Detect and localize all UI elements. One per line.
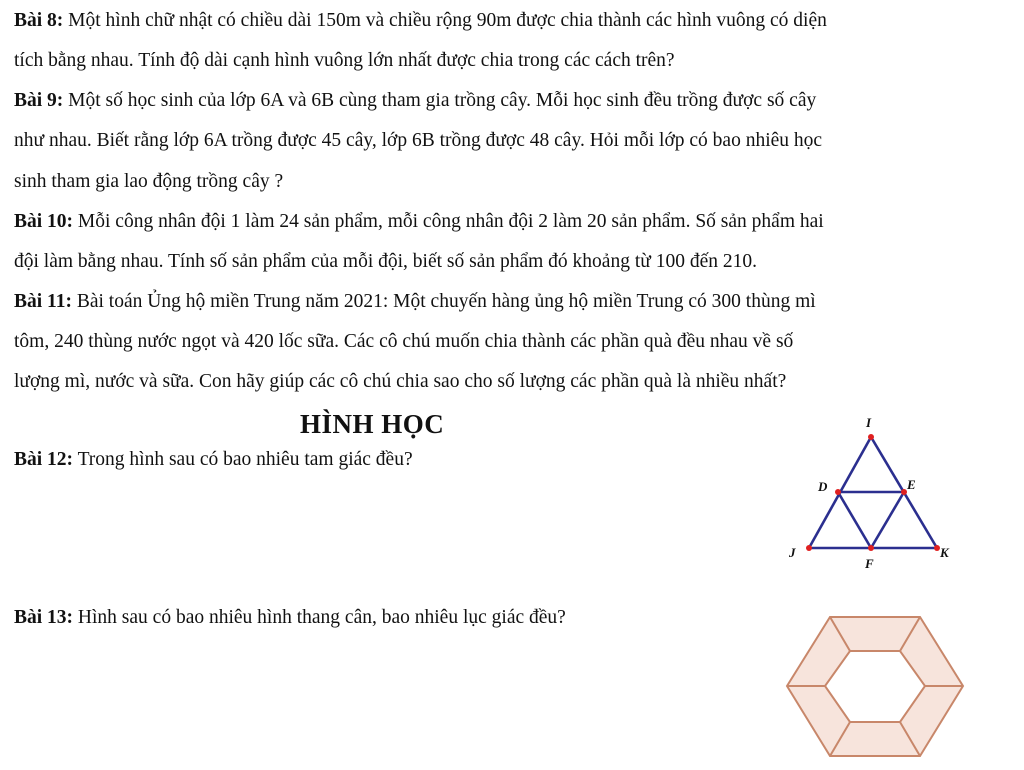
problem-10-line-2 bbox=[14, 250, 757, 274]
problem-11-text-2: tôm, 240 thùng nước ngọt và 420 lốc sữa. Các cô chú muốn chia thành các phần quà đều nhau về số bbox=[14, 331, 794, 352]
problem-8-line-2 bbox=[14, 49, 675, 73]
label-j: J bbox=[789, 545, 796, 560]
problem-9-text-3: sinh tham gia lao động trồng cây ? bbox=[14, 171, 284, 192]
problem-11-text-1: Bài toán Ủng hộ miền Trung năm 2021: Một chuyến hàng ủng hộ miền Trung có 300 thùng mì bbox=[71, 291, 816, 312]
point-d bbox=[835, 489, 841, 495]
point-j bbox=[806, 545, 812, 551]
problem-11-line-1 bbox=[14, 290, 816, 314]
problem-8-text-1: Một hình chữ nhật có chiều dài 150m và chiều rộng 90m được chia thành các hình vuông có diện bbox=[63, 10, 827, 31]
section-heading-geometry: HÌNH HỌC bbox=[300, 409, 445, 439]
problem-8-label: Bài 8: bbox=[14, 10, 64, 31]
point-f bbox=[868, 545, 874, 551]
hexagon-figure bbox=[780, 610, 970, 765]
problem-9-line-1 bbox=[14, 89, 816, 113]
point-i bbox=[868, 434, 874, 440]
problem-9-line-2 bbox=[14, 129, 822, 153]
label-i: I bbox=[866, 415, 872, 430]
label-d: D bbox=[818, 479, 828, 494]
problem-10-text-2: đội làm bằng nhau. Tính số sản phẩm của mỗi đội, biết số sản phẩm đó khoảng từ 100 đến 210. bbox=[14, 251, 757, 272]
problem-9-label: Bài 9: bbox=[14, 90, 64, 111]
triangle-lines bbox=[809, 437, 937, 548]
segment-d-f bbox=[838, 492, 871, 548]
problem-12-line-1 bbox=[14, 448, 413, 472]
problem-11-line-3 bbox=[14, 370, 786, 394]
problem-10-label: Bài 10: bbox=[14, 211, 74, 232]
problem-8-line-1 bbox=[14, 9, 827, 33]
label-k: K bbox=[940, 545, 949, 560]
problem-11-text-3: lượng mì, nước và sữa. Con hãy giúp các cô chú chia sao cho số lượng các phần quà là nhiều nhất? bbox=[14, 371, 787, 392]
problem-13-text-1: Hình sau có bao nhiêu hình thang cân, bao nhiêu lục giác đều? bbox=[73, 607, 566, 628]
problem-11-line-2 bbox=[14, 330, 793, 354]
problem-13-label: Bài 13: bbox=[14, 607, 74, 628]
segment-e-f bbox=[871, 492, 904, 548]
problem-13-line-1 bbox=[14, 606, 566, 630]
problem-12-label: Bài 12: bbox=[14, 449, 74, 470]
problem-9-text-2: như nhau. Biết rằng lớp 6A trồng được 45 cây, lớp 6B trồng được 48 cây. Hỏi mỗi lớp có bao nhiêu học bbox=[14, 130, 823, 151]
problem-12-text-1: Trong hình sau có bao nhiêu tam giác đều? bbox=[73, 449, 413, 470]
problem-10-text-1: Mỗi công nhân đội 1 làm 24 sản phẩm, mỗi công nhân đội 2 làm 20 sản phẩm. Số sản phẩm hai bbox=[73, 211, 824, 232]
label-f: F bbox=[865, 556, 874, 571]
problem-9-text-1: Một số học sinh của lớp 6A và 6B cùng tham gia trồng cây. Mỗi học sinh đều trồng được số cây bbox=[63, 90, 817, 111]
problem-11-label: Bài 11: bbox=[14, 291, 72, 312]
label-e: E bbox=[907, 477, 916, 492]
problem-10-line-1 bbox=[14, 210, 824, 234]
problem-9-line-3 bbox=[14, 170, 283, 194]
triangle-figure bbox=[780, 410, 970, 580]
problem-8-text-2: tích bằng nhau. Tính độ dài cạnh hình vuông lớn nhất được chia trong các cách trên? bbox=[14, 50, 675, 71]
